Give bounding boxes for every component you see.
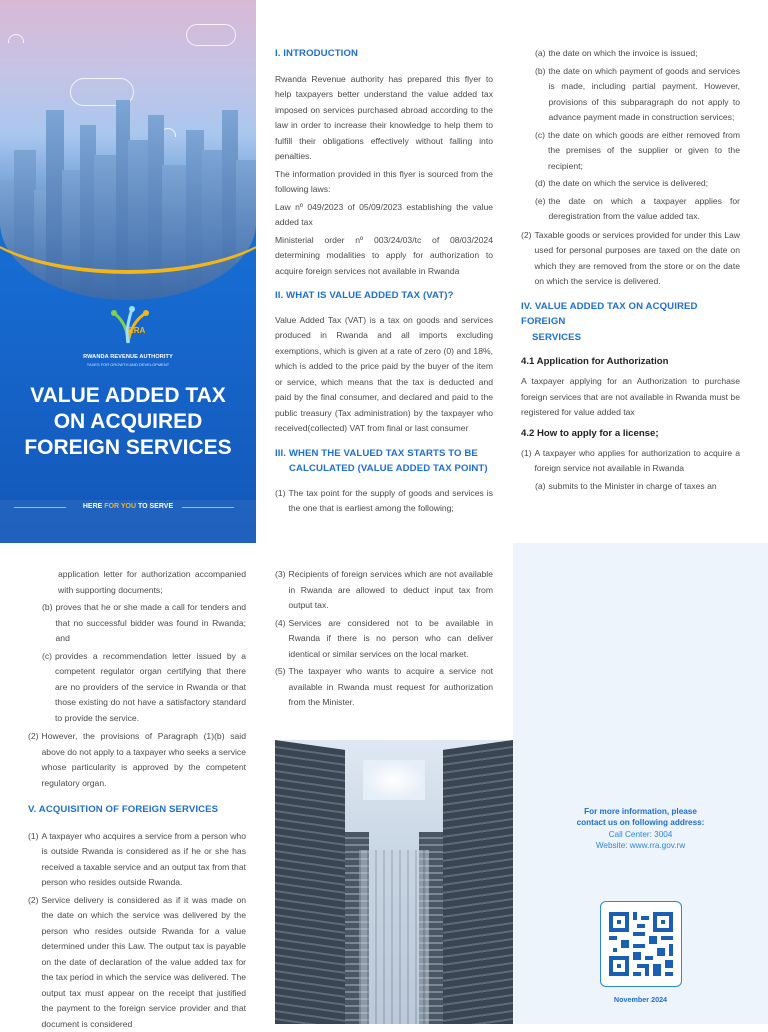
subheading-4-2: 4.2 How to apply for a license;: [521, 426, 740, 441]
server-room-image: [275, 740, 513, 1024]
cover-title-line-3: FOREIGN SERVICES: [0, 435, 256, 461]
acquired-services-heading-line-2: SERVICES: [521, 330, 740, 346]
cover-title-line-2: ON ACQUIRED: [0, 409, 256, 435]
list-item: (b) proves that he or she made a call for tenders and that no successful bidder was found in Rwanda; and: [42, 600, 246, 647]
org-name: RWANDA REVENUE AUTHORITY: [0, 354, 256, 360]
list-item: (1) The tax point for the supply of goods and services is the one that is earliest among the following;: [275, 486, 493, 517]
list-item: (c) provides a recommendation letter issued by a competent regulator organ certifying that there are no providers of the service in Rwanda or that those existing do not have a satisfactory standard to provide the service.: [42, 649, 246, 727]
vat-paragraph: Value Added Tax (VAT) is a tax on goods and services produced in Rwanda and all imports excluding exemptions, which is given at a rate of zero (0) and 18%, which is added to the price paid by the buyer of the item or service, which means that the tax is deducted and paid by the final consumer, and declared and paid to the public treasury (Tax administration) by the taxpayer who received(collected) VAT from final or last consumer: [275, 313, 493, 437]
intro-paragraph-4: Ministerial order nº 003/24/03/tc of 08/03/2024 determining modalities to apply for authorization to acquire foreign services not available in Rwanda: [275, 233, 493, 280]
column-license-continued: [28, 567, 246, 1032]
list-item: (1) A taxpayer who applies for authorization to acquire a foreign service not available in Rwanda: [521, 446, 740, 477]
list-item: (3) Recipients of foreign services which are not available in Rwanda are allowed to deduct input tax from output tax.: [275, 567, 493, 614]
cover-title-line-1: VALUE ADDED TAX: [0, 383, 256, 409]
tax-point-heading-line-1: III. WHEN THE VALUED TAX STARTS TO BE: [275, 446, 493, 462]
list-item: (5) The taxpayer who wants to acquire a service not available in Rwanda must request for authorization from the Minister.: [275, 664, 493, 711]
list-item: (c) the date on which goods are either removed from the premises of the supplier or given to the recipient;: [535, 128, 740, 175]
cover-panel: [0, 0, 256, 543]
list-item: (2) Taxable goods or services provided for under this Law used for personal purposes are taxed on the date on which they are removed from the store or on the date on which the service is delivered.: [521, 228, 740, 290]
slogan: HERE FOR YOU TO SERVE: [0, 503, 256, 510]
list-item: (4) Services are considered not to be available in Rwanda if there is no person who can deliver identical or similar services on the local market.: [275, 616, 493, 663]
qr-frame: [600, 901, 682, 987]
intro-heading: I. INTRODUCTION: [275, 46, 493, 62]
list-item: (2) Service delivery is considered as if it was made on the date on which the service was delivered by the person who resides outside Rwanda for a value determined under this Law. The output tax is payable on the date of declaration of the value added tax for the tax period in which the service was delivered. The output tax must appear on the receipt that justified the payment to the foreign service provider and that document is considered: [28, 893, 246, 1032]
cloud-icon: [186, 24, 236, 46]
column-introduction: [275, 46, 493, 517]
list-item: (e) the date on which a taxpayer applies for deregistration from the value added tax.: [535, 194, 740, 225]
rra-logo-icon: [104, 303, 152, 347]
wifi-icon: [8, 34, 24, 43]
list-item: (2) However, the provisions of Paragraph (1)(b) said above do not apply to a taxpayer who seeks a service whose particularity is approved by the competent regulatory organ.: [28, 729, 246, 791]
website: Website: www.rra.gov.rw: [513, 840, 768, 851]
list-item: (a) submits to the Minister in charge of taxes an: [521, 479, 740, 495]
yellow-arc: [0, 150, 256, 274]
logo-text: RRA: [128, 326, 145, 335]
contact-heading-line-1: For more information, please: [513, 806, 768, 817]
list-item: (a) the date on which the invoice is issued;: [535, 46, 740, 62]
tax-point-heading-line-2: CALCULATED (VALUE ADDED TAX POINT): [275, 461, 493, 477]
subheading-4-1-text: A taxpayer applying for an Authorization to purchase foreign services that are not available in Rwanda must be registered for value added tax: [521, 374, 740, 421]
org-tagline: TAXES FOR GROWTH AND DEVELOPMENT: [0, 362, 256, 367]
acquisition-heading: V. ACQUISITION OF FOREIGN SERVICES: [28, 802, 246, 818]
intro-paragraph-3: Law nº 049/2023 of 05/09/2023 establishing the value added tax: [275, 200, 493, 231]
subheading-4-1: 4.1 Application for Authorization: [521, 354, 740, 369]
vat-heading: II. WHAT IS VALUE ADDED TAX (VAT)?: [275, 288, 493, 304]
intro-paragraph-1: Rwanda Revenue authority has prepared this flyer to help taxpayers better understand the value added tax imposed on services purchased abroad according to the law in order to increase their knowledge to help them to fulfill their obligations effectively without falling into penalties.: [275, 72, 493, 165]
list-item: (b) the date on which payment of goods and services is made, including partial payment. However, provisions of this subparagraph do not apply to advance payment made in construction services;: [535, 64, 740, 126]
list-item: (d) the date on which the service is delivered;: [535, 176, 740, 192]
column-acquisition-continued: [275, 567, 493, 711]
qr-code-icon: [609, 912, 673, 976]
publication-date: November 2024: [513, 995, 768, 1004]
list-item: (1) A taxpayer who acquires a service from a person who is outside Rwanda is considered as if he or she has received a taxable service and an output tax from that person who resides outside Rwanda.: [28, 829, 246, 891]
acquired-services-heading-line-1: IV. VALUE ADDED TAX ON ACQUIRED FOREIGN: [521, 299, 740, 330]
column-tax-point: [521, 46, 740, 494]
contact-heading-line-2: contact us on following address:: [513, 817, 768, 828]
call-center: Call Center: 3004: [513, 829, 768, 840]
intro-paragraph-2: The information provided in this flyer is sourced from the following laws:: [275, 167, 493, 198]
back-panel: [513, 543, 768, 1024]
continued-paragraph: application letter for authorization accompanied with supporting documents;: [28, 567, 246, 598]
